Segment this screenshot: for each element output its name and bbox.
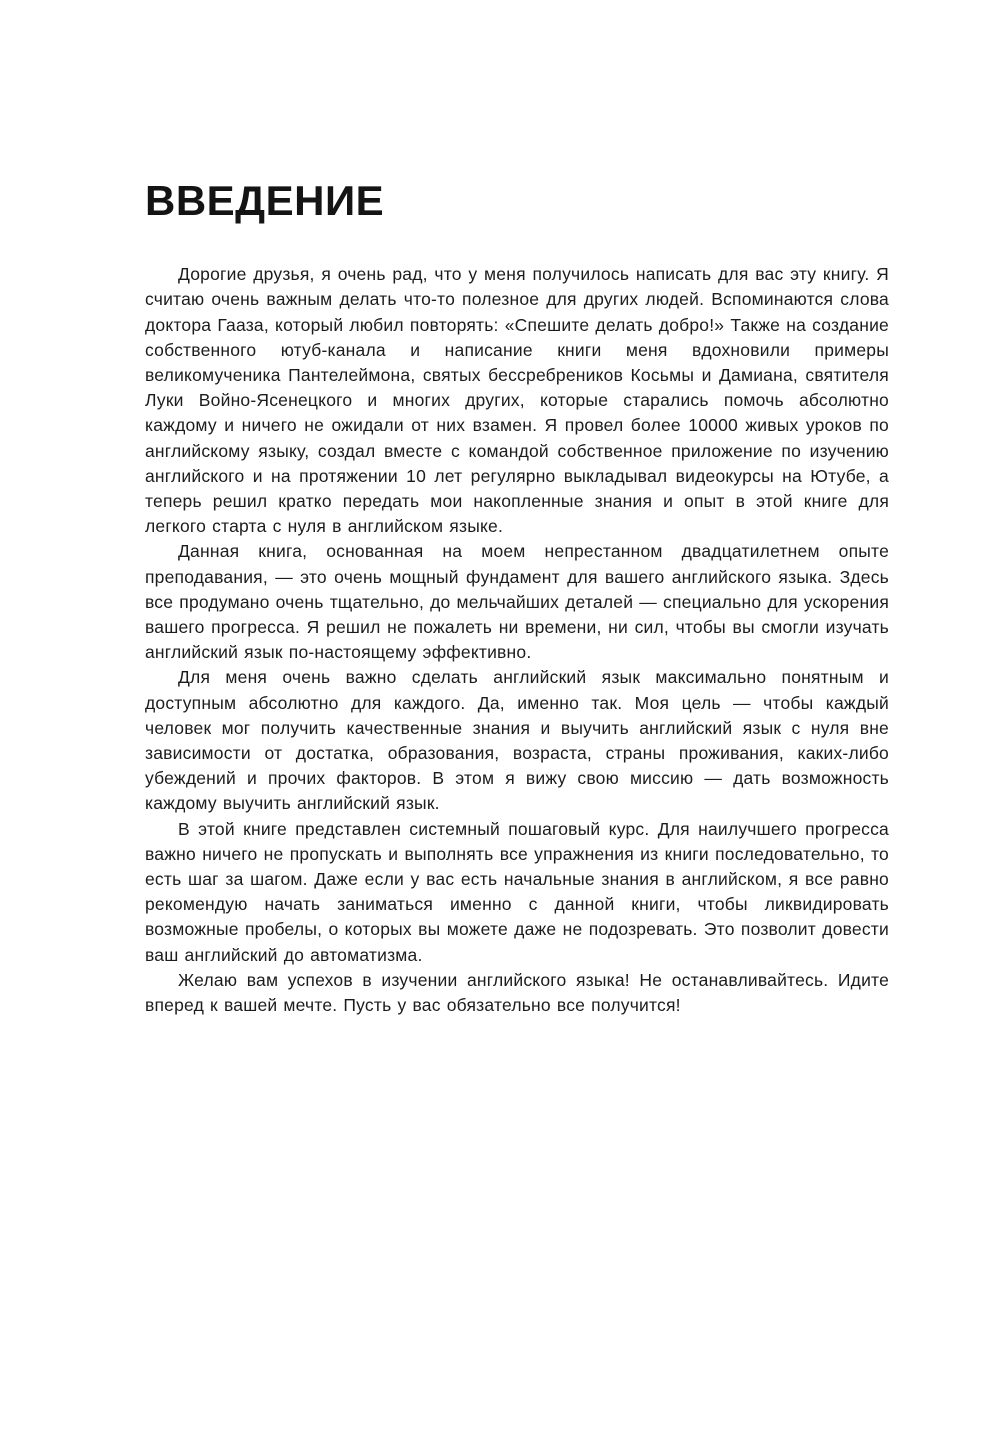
paragraph: Данная книга, основанная на моем непрестанном двадцатилетнем опыте преподавания, — это очень мощный фундамент для вашего английского языка. Здесь все продумано очень тщательно, до мельчайших деталей — специально для ускорения вашего прогресса. Я решил не пожалеть ни времени, ни сил, чтобы вы смогли изучать английский язык по-настоящему эффективно. bbox=[145, 541, 889, 663]
chapter-title: ВВЕДЕНИЕ bbox=[145, 177, 385, 224]
paragraph: Для меня очень важно сделать английский язык максимально понятным и доступным абсолютно для каждого. Да, именно так. Моя цель — чтобы каждый человек мог получить качественные знания и выучить английский язык с нуля вне зависимости от достатка, образования, возраста, страны проживания, каких-либо убеждений и прочих факторов. В этом я вижу свою миссию — дать возможность каждому выучить английский язык. bbox=[145, 667, 889, 814]
paragraph: В этой книге представлен системный пошаговый курс. Для наилучшего прогресса важно ничего не пропускать и выполнять все упражнения из книги последовательно, то есть шаг за шагом. Даже если у вас есть начальные знания в английском, я все равно рекомендую начать заниматься именно с данной книги, чтобы ликвидировать возможные пробелы, о которых вы можете даже не подозревать. Это позволит довести ваш английский до автоматизма. bbox=[145, 818, 889, 965]
paragraph: Желаю вам успехов в изучении английского языка! Не останавливайтесь. Идите вперед к вашей мечте. Пусть у вас обязательно все получится! bbox=[145, 969, 889, 1016]
page-content bbox=[145, 178, 889, 1018]
paragraph: Дорогие друзья, я очень рад, что у меня получилось написать для вас эту книгу. Я считаю очень важным делать что-то полезное для других людей. Вспоминаются слова доктора Гааза, который любил повторять: «Спешите делать добро!» Также на создание собственного ютуб-канала и написание книги меня вдохновили примеры великомученика Пантелеймона, святых бессребреников Косьмы и Дамиана, святителя Луки Войно-Ясенецкого и многих других, которые старались помочь абсолютно каждому и ничего не ожидали от них взамен. Я провел более 10000 живых уроков по английскому языку, создал вместе с командой собственное приложение по изучению английского и на протяжении 10 лет регулярно выкладывал видеокурсы на Ютубе, а теперь решил кратко передать мои накопленные знания и опыт в этой книге для легкого старта с нуля в английском языке. bbox=[145, 264, 889, 537]
chapter-body bbox=[145, 262, 889, 1018]
